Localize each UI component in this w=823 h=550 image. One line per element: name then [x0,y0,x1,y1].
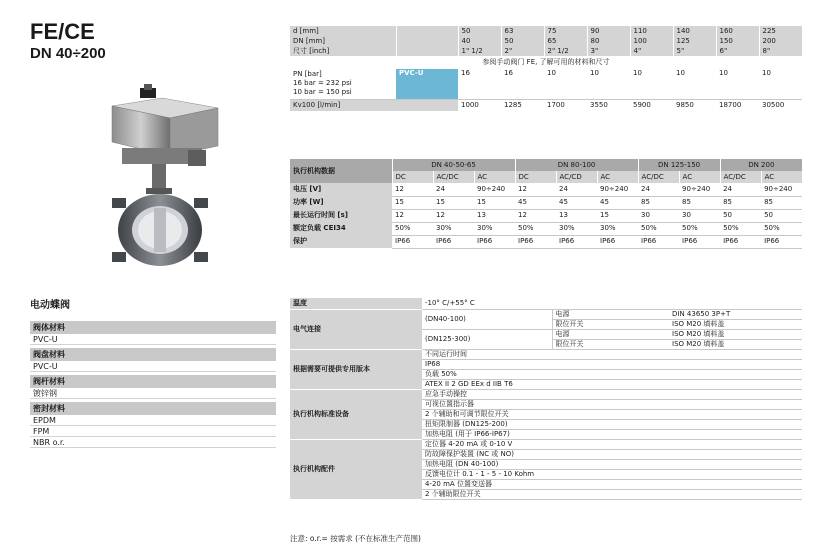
spec-accessory-item: 反馈电位计 0.1 - 1 - 5 - 10 Kohm [422,469,802,479]
kv-cell: 1000 [461,100,479,109]
actuator-cell: 24 [433,183,474,196]
actuator-cell: IP66 [679,235,720,248]
actuator-cell: 45 [515,196,556,209]
dims-cell: 3" [587,46,630,56]
pn-cell: 16 [458,69,501,99]
spec-special-label: 根据需要可提供专用版本 [290,349,422,389]
actuator-cell: IP66 [720,235,761,248]
product-name: 电动蝶阀 [30,300,70,311]
spec-special-item: 不同运行时间 [422,349,802,359]
spec-standard-item: 可视位置指示器 [422,399,802,409]
dims-cell: 200 [759,36,802,46]
kv-cell: 9850 [676,100,694,109]
pn-cell: 16 [501,69,544,99]
spec-electrical-key: 限位开关 [552,339,669,349]
actuator-cell: 50% [638,222,679,235]
material-disc-value: PVC-U [30,361,276,372]
dims-cell: 4" [630,46,673,56]
dims-note-row [290,56,802,69]
actuator-group: DN 80-100 [515,159,638,171]
pn-row [290,69,802,99]
pn-cell: 10 [587,69,630,99]
spec-electrical-value: DIN 43650 3P+T [669,309,802,319]
specs-table [290,298,802,500]
spec-accessory-item: 防故障保护装置 (NC 或 NO) [422,449,802,459]
material-body-label: 阀体材料 [30,321,276,334]
actuator-group: DN 200 [720,159,802,171]
pn-cell: 10 [759,69,802,99]
dims-cell: 80 [587,36,630,46]
spec-special-item: IP68 [422,359,802,369]
kv-row [290,99,802,111]
page-subtitle: DN 40÷200 [30,45,106,62]
dims-cell: 40 [458,36,501,46]
actuator-subhead: AC/DC [433,171,474,183]
actuator-subhead: DC [392,171,433,183]
spec-electrical-value: ISO M20 填料盖 [669,339,802,349]
dims-row-dn [290,36,802,46]
actuator-group: DN 125-150 [638,159,720,171]
spec-standard-row [290,389,802,399]
spec-temp-value: -10° C/+55° C [422,298,802,309]
actuator-cell: 85 [638,196,679,209]
kv-cell: 30500 [762,100,785,109]
actuator-subhead: AC [597,171,638,183]
pn-label-line: 16 bar = 232 psi [293,79,352,87]
actuator-row-power [290,196,802,209]
actuator-group: DN 40-50-65 [392,159,515,171]
actuator-cell: 90÷240 [474,183,515,196]
spec-standard-label: 执行机构标准设备 [290,389,422,439]
dims-row-label: DN [mm] [290,36,396,46]
footnote: 注意: o.r.= 按需求 (不在标准生产范围) [290,534,421,543]
actuator-cell: IP66 [433,235,474,248]
material-stem-value: 镀锌钢 [30,388,276,399]
actuator-cell: 85 [679,196,720,209]
actuator-cell: 12 [433,209,474,222]
spec-accessory-item: 定位器 4-20 mA 或 0-10 V [422,439,802,449]
spec-electrical-key: 限位开关 [552,319,669,329]
spec-special-item: 负载 50% [422,369,802,379]
actuator-cell: 30% [556,222,597,235]
pn-material: PVC-U [396,69,458,99]
actuator-title: 执行机构数据 [290,159,392,183]
actuator-cell: 50% [515,222,556,235]
actuator-subhead: AC [761,171,802,183]
dims-row-d [290,26,802,36]
actuator-cell: IP66 [761,235,802,248]
dims-cell: 140 [673,26,716,36]
actuator-cell: IP66 [556,235,597,248]
spec-standard-item: 应急手动操控 [422,389,802,399]
spec-standard-item: 加热电阻 (用于 IP66-IP67) [422,429,802,439]
actuator-cell: 24 [720,183,761,196]
material-seal-label: 密封材料 [30,402,276,415]
actuator-subhead: AC/CD [556,171,597,183]
actuator-cell: 90÷240 [761,183,802,196]
spec-electrical-range: (DN40-100) [422,309,552,329]
materials-panel [30,318,276,448]
actuator-cell: 45 [556,196,597,209]
dims-cell: 90 [587,26,630,36]
actuator-row-voltage [290,183,802,196]
actuator-row-protection [290,235,802,248]
actuator-subhead: AC/DC [638,171,679,183]
dims-cell: 8" [759,46,802,56]
actuator-cell: IP66 [638,235,679,248]
kv-cell: 5900 [633,100,651,109]
actuator-cell: IP66 [597,235,638,248]
dims-row-label: 尺寸 [inch] [290,46,396,56]
pn-cell: 10 [630,69,673,99]
actuator-cell: 50 [720,209,761,222]
material-disc-label: 阀盘材料 [30,348,276,361]
dims-cell: 125 [673,36,716,46]
actuator-row-label: 最长运行时间 [s] [290,209,392,222]
pn-cell: 10 [544,69,587,99]
dims-row-label: d [mm] [290,26,396,36]
material-seal-value: FPM [30,426,276,437]
actuator-cell: 24 [638,183,679,196]
actuator-cell: 24 [556,183,597,196]
dims-cell: 160 [716,26,759,36]
actuator-row-label: 额定负载 CEI34 [290,222,392,235]
spec-electrical-key: 电源 [552,309,669,319]
spec-standard-item: 2 个辅助和可调节限位开关 [422,409,802,419]
dims-cell: 50 [501,36,544,46]
actuator-cell: 30% [597,222,638,235]
actuator-cell: 50% [720,222,761,235]
actuator-cell: 90÷240 [597,183,638,196]
valve-illustration [100,80,230,285]
spec-accessories-label: 执行机构配件 [290,439,422,499]
pn-cell: 10 [673,69,716,99]
kv-cell: 3550 [590,100,608,109]
actuator-subhead: DC [515,171,556,183]
actuator-cell: 90÷240 [679,183,720,196]
actuator-cell: 50% [392,222,433,235]
actuator-row-duty [290,222,802,235]
dims-cell: 63 [501,26,544,36]
kv-cell: 1285 [504,100,522,109]
actuator-cell: 12 [515,209,556,222]
actuator-subhead: AC [679,171,720,183]
actuator-cell: 30% [433,222,474,235]
actuator-cell: 50 [761,209,802,222]
dims-cell: 65 [544,36,587,46]
actuator-cell: 12 [392,183,433,196]
spec-temp-label: 温度 [290,298,422,309]
dims-cell: 2" 1/2 [544,46,587,56]
spec-accessories-row [290,439,802,449]
dims-cell: 50 [458,26,501,36]
kv-label: Kv100 [l/min] [290,99,396,111]
actuator-subhead: AC [474,171,515,183]
spec-special-row [290,349,802,359]
dims-cell: 6" [716,46,759,56]
spec-electrical-value: ISO M20 填料盖 [669,329,802,339]
material-body-value: PVC-U [30,334,276,345]
actuator-cell: IP66 [474,235,515,248]
actuator-cell: IP66 [392,235,433,248]
dimensions-table [290,26,802,111]
dims-cell: 5" [673,46,716,56]
pn-label-line: 10 bar = 150 psi [293,88,352,96]
actuator-row-label: 电压 [V] [290,183,392,196]
actuator-table [290,159,802,249]
dims-cell: 110 [630,26,673,36]
pn-label [290,69,396,99]
actuator-cell: 50% [761,222,802,235]
actuator-cell: 15 [474,196,515,209]
actuator-row-label: 功率 [W] [290,196,392,209]
kv-cell: 1700 [547,100,565,109]
spec-electrical-label: 电气连接 [290,309,422,349]
actuator-row-label: 保护 [290,235,392,248]
dims-cell: 100 [630,36,673,46]
actuator-cell: 30 [679,209,720,222]
actuator-cell: 12 [515,183,556,196]
pn-cell: 10 [716,69,759,99]
actuator-cell: 85 [720,196,761,209]
material-seal-value: NBR o.r. [30,437,276,448]
material-stem-label: 阀杆材料 [30,375,276,388]
spec-electrical-value: ISO M20 填料盖 [669,319,802,329]
actuator-cell: 30% [474,222,515,235]
dims-row-inch [290,46,802,56]
spec-temp-row [290,298,802,309]
spec-accessory-item: 2 个辅助限位开关 [422,489,802,499]
dims-cell: 2" [501,46,544,56]
actuator-cell: IP66 [515,235,556,248]
dims-cell: 75 [544,26,587,36]
pn-label-line: PN [bar] [293,70,322,78]
material-seal-value: EPDM [30,415,276,426]
dims-cell: 1" 1/2 [458,46,501,56]
actuator-group-row [290,159,802,171]
page-title: FE/CE [30,19,95,44]
dims-cell: 225 [759,26,802,36]
dims-cell: 150 [716,36,759,46]
spec-special-item: ATEX II 2 GD EEx d IIB T6 [422,379,802,389]
actuator-cell: 13 [556,209,597,222]
spec-electrical-row [290,309,802,319]
actuator-row-runtime [290,209,802,222]
kv-cell: 18700 [719,100,742,109]
actuator-subhead: AC/DC [720,171,761,183]
actuator-cell: 15 [392,196,433,209]
actuator-cell: 15 [597,209,638,222]
spec-electrical-range: (DN125-300) [422,329,552,349]
actuator-cell: 12 [392,209,433,222]
spec-electrical-key: 电源 [552,329,669,339]
actuator-cell: 15 [433,196,474,209]
spec-accessory-item: 4-20 mA 位置变送器 [422,479,802,489]
spec-accessory-item: 加热电阻 (DN 40-100) [422,459,802,469]
dims-note: 参阅手动阀门 FE, 了解可用的材料和尺寸 [482,58,610,66]
actuator-cell: 50% [679,222,720,235]
actuator-cell: 45 [597,196,638,209]
spec-standard-item: 扭矩限制器 (DN125-200) [422,419,802,429]
actuator-cell: 13 [474,209,515,222]
actuator-cell: 30 [638,209,679,222]
actuator-cell: 85 [761,196,802,209]
